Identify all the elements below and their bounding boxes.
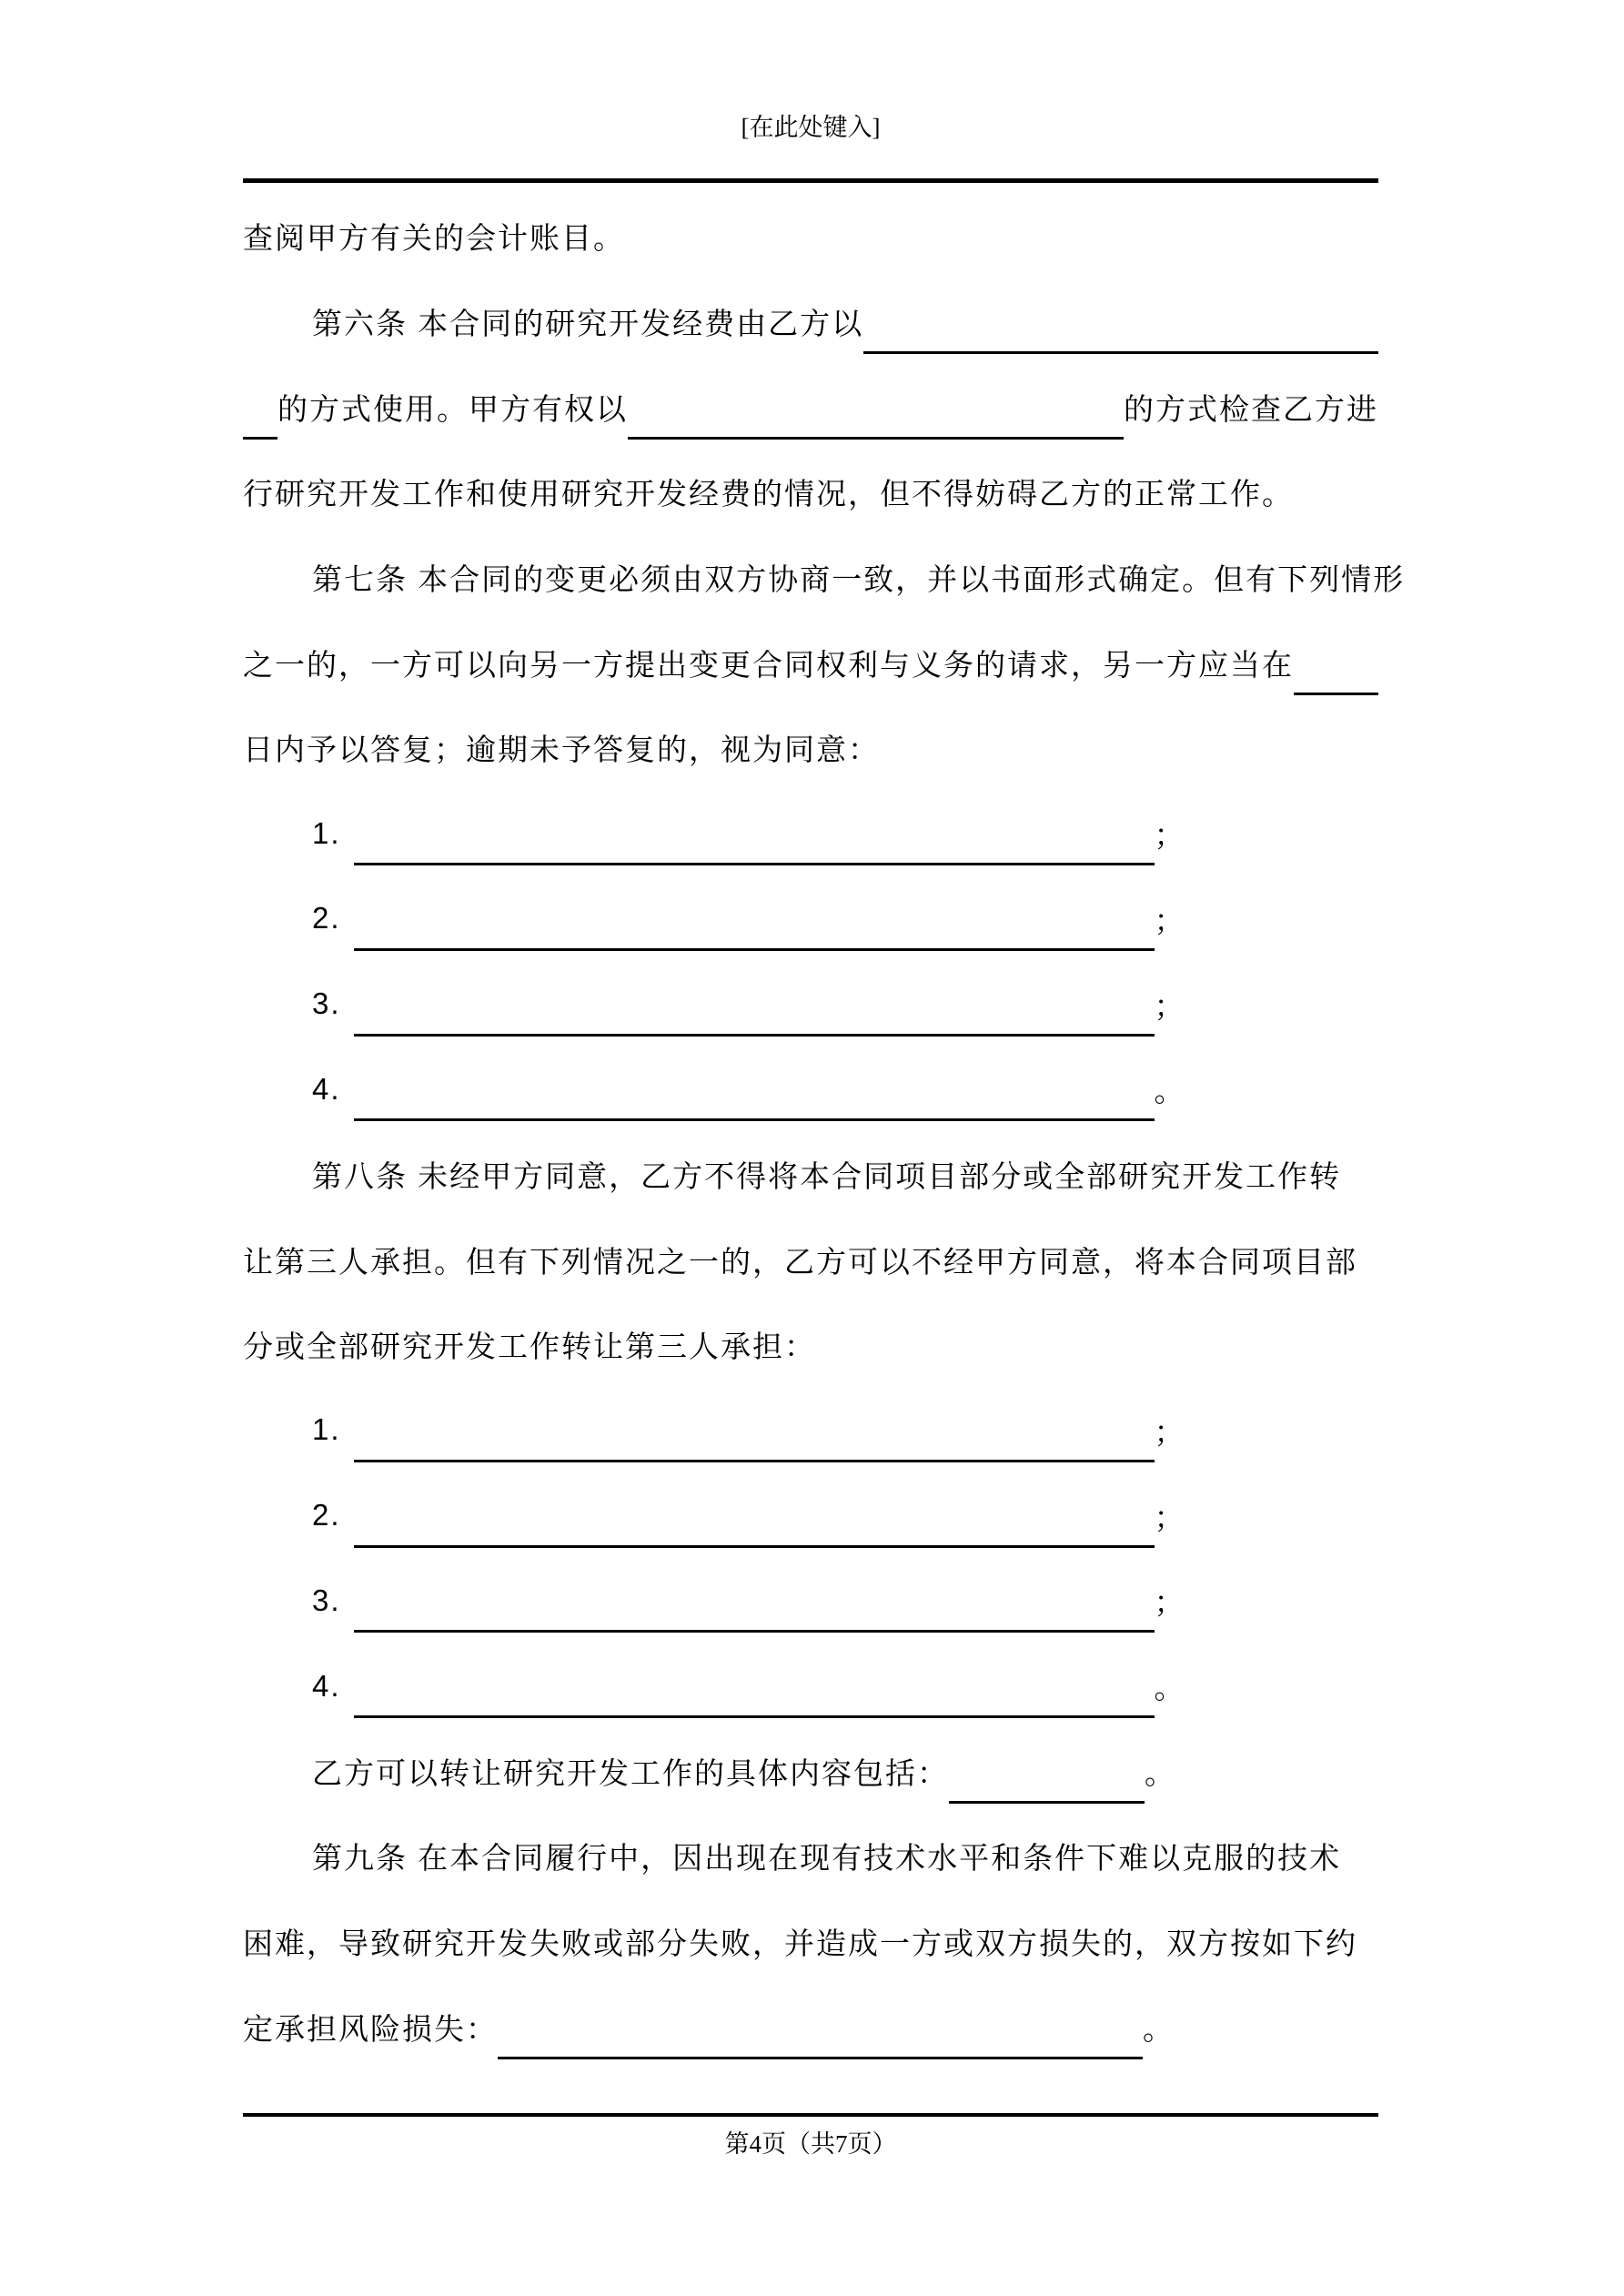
header-placeholder[interactable]: [在此处键入] (741, 114, 881, 141)
text-run: ； (1154, 988, 1186, 1023)
text-run: 的方式检查乙方进 (1124, 391, 1378, 426)
blank-field[interactable] (243, 397, 277, 440)
blank-field[interactable] (498, 2017, 1143, 2059)
blank-field[interactable] (354, 1420, 1155, 1462)
list-number: 1. (312, 815, 341, 850)
text-run: 第八条 未经甲方同意，乙方不得将本合同项目部分或全部研究开发工作转 (312, 1158, 1342, 1193)
list-item (243, 961, 1378, 1047)
clause-8-line (243, 1132, 1378, 1218)
text-run: 。 (1154, 1074, 1186, 1108)
paragraph-line (243, 450, 1378, 535)
text-run: 之一的，一方可以向另一方提出变更合同权利与义务的请求，另一方应当在 (243, 647, 1294, 682)
text-run: 困难，导致研究开发失败或部分失败，并造成一方或双方损失的，双方按如下约 (243, 1927, 1357, 1961)
text-run: ； (1154, 1414, 1186, 1449)
blank-field[interactable] (354, 1590, 1155, 1633)
clause-7-line (243, 535, 1406, 621)
list-item (243, 791, 1378, 876)
blank-field[interactable] (949, 1761, 1145, 1804)
list-item (243, 876, 1378, 962)
document-body (243, 194, 1406, 2069)
blank-field[interactable] (354, 1505, 1155, 1548)
paragraph-line (243, 1217, 1378, 1302)
list-item (243, 1388, 1378, 1473)
list-number: 4. (312, 1668, 341, 1703)
paragraph-line (243, 620, 1378, 705)
list-item (243, 1047, 1378, 1132)
clause-9-line (243, 1814, 1378, 1899)
text-run: ； (1154, 1585, 1186, 1620)
text-run: ； (1154, 818, 1186, 853)
list-number: 4. (312, 1071, 341, 1106)
text-run: 分或全部研究开发工作转让第三人承担： (243, 1330, 816, 1364)
paragraph-line (243, 1899, 1378, 1985)
text-run: 行研究开发工作和使用研究开发经费的情况，但不得妨碍乙方的正常工作。 (243, 477, 1294, 511)
blank-field[interactable] (354, 823, 1155, 865)
paragraph-line (243, 1984, 1378, 2069)
list-number: 2. (312, 1498, 341, 1532)
header-rule (243, 178, 1378, 183)
blank-field[interactable] (628, 397, 1124, 440)
list-item (243, 1558, 1378, 1644)
list-number: 3. (312, 1583, 341, 1617)
paragraph-line (243, 1302, 1378, 1388)
list-number: 1. (312, 1412, 341, 1447)
paragraph-line (243, 705, 1378, 791)
text-run: 的方式使用。甲方有权以 (277, 391, 628, 426)
text-run: 定承担风险损失： (243, 2011, 498, 2046)
list-item (243, 1472, 1378, 1558)
paragraph-line (243, 1728, 1378, 1814)
text-run: 日内予以答复；逾期未予答复的，视为同意： (243, 733, 880, 767)
text-run: 第九条 在本合同履行中，因出现在现有技术水平和条件下难以克服的技术 (312, 1841, 1342, 1876)
paragraph-line (243, 194, 1378, 279)
blank-field[interactable] (354, 1675, 1155, 1718)
text-run: 第七条 本合同的变更必须由双方协商一致，并以书面形式确定。但有下列情形 (312, 562, 1406, 597)
clause-6-line (243, 279, 1378, 365)
blank-field[interactable] (354, 1078, 1155, 1121)
text-run: 第六条 本合同的研究开发经费由乙方以 (312, 307, 864, 341)
text-run: 乙方可以转让研究开发工作的具体内容包括： (312, 1755, 949, 1790)
blank-field[interactable] (1294, 652, 1378, 695)
text-run: ； (1154, 903, 1186, 937)
footer-page-number: 第4页（共7页） (724, 2130, 897, 2158)
paragraph-line (243, 364, 1378, 450)
text-run: ； (1154, 1500, 1186, 1534)
text-run: 。 (1143, 2011, 1175, 2046)
list-number: 3. (312, 986, 341, 1021)
text-run: 。 (1154, 1671, 1186, 1705)
list-item (243, 1644, 1378, 1729)
blank-field[interactable] (354, 908, 1155, 951)
list-number: 2. (312, 901, 341, 936)
footer-rule (243, 2113, 1378, 2117)
blank-field[interactable] (354, 994, 1155, 1037)
blank-field[interactable] (863, 311, 1378, 354)
text-run: 。 (1145, 1755, 1176, 1790)
text-run: 让第三人承担。但有下列情况之一的，乙方可以不经甲方同意，将本合同项目部 (243, 1244, 1357, 1279)
text-run: 查阅甲方有关的会计账目。 (243, 221, 625, 256)
